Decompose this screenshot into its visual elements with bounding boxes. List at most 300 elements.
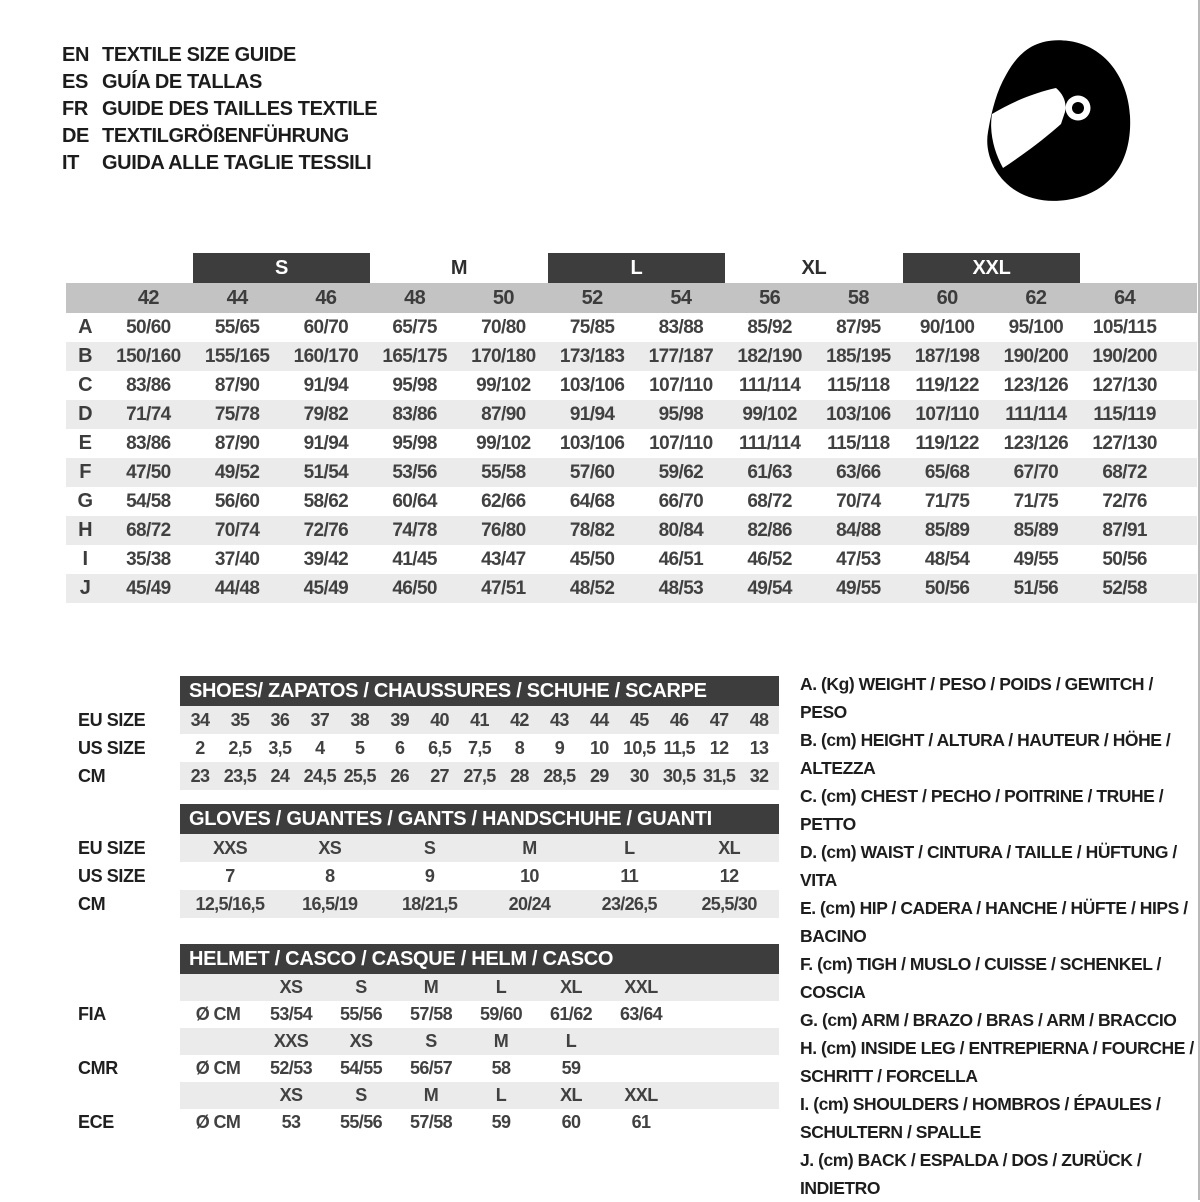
helmet-diameter-value: 57/58 [409, 1004, 453, 1024]
size-value: 20/24 [480, 890, 580, 918]
measurement-value: 85/89 [924, 519, 970, 541]
helmet-size: M [396, 1082, 466, 1109]
helmet-diameter-value: 59 [561, 1058, 581, 1078]
numeric-size: 46 [315, 286, 337, 309]
size-value: 12,5/16,5 [180, 890, 280, 918]
size-value: 41 [460, 706, 500, 734]
measurement-value: 71/74 [126, 403, 171, 425]
numeric-size: 58 [847, 286, 869, 309]
measurement-value: 105/115 [1092, 316, 1157, 338]
measurement-value: 76/80 [481, 519, 526, 541]
measurement-row [66, 574, 1197, 603]
size-value: 24 [260, 762, 300, 790]
measurement-row [66, 458, 1197, 487]
size-value: 16,5/19 [280, 890, 380, 918]
size-value: 32 [739, 762, 779, 790]
measurement-value: 50/56 [1102, 548, 1147, 570]
unit-spacer [180, 1028, 256, 1055]
helmet-size: S [326, 1082, 396, 1109]
row-label: EU SIZE [78, 837, 146, 858]
guide-title: GUÍA DE TALLAS [102, 71, 262, 93]
measurement-value: 47/51 [481, 577, 526, 599]
size-value: 24,5 [300, 762, 340, 790]
size-band-m: M [450, 256, 468, 279]
size-value: 10,5 [623, 737, 656, 758]
measurement-value: 50/56 [924, 577, 970, 599]
row-letter: J [79, 577, 91, 599]
shoes-size-table [78, 676, 779, 790]
size-row [78, 834, 779, 862]
guide-title: TEXTILGRÖßENFÜHRUNG [102, 125, 349, 147]
helmet-diameter-value: 56/57 [409, 1058, 453, 1078]
measurement-value: 95/98 [392, 374, 437, 396]
helmet-icon [975, 36, 1140, 216]
measurement-value: 60/64 [392, 490, 437, 512]
measurement-value: 84/88 [836, 519, 881, 541]
measurement-value: 127/130 [1092, 374, 1157, 396]
size-value: 13 [749, 737, 769, 758]
measurement-value: 53/56 [392, 461, 437, 483]
measurement-value: 87/90 [214, 432, 260, 454]
legend-item: H. (cm) INSIDE LEG / ENTREPIERNA / FOURCHE / SCHRITT / FORCELLA [800, 1038, 1194, 1086]
legend-item: E. (cm) HIP / CADERA / HANCHE / HÜFTE / HIPS / BACINO [800, 898, 1188, 946]
size-value: 25,5/30 [679, 890, 779, 918]
measurement-value: 47/53 [836, 548, 881, 570]
row-label: CM [78, 765, 106, 786]
helmet-size: XXS [256, 1028, 326, 1055]
helmet-diameter-value: 53/54 [269, 1004, 313, 1024]
label-spacer [78, 974, 180, 1001]
language-row [62, 42, 377, 69]
measurement-value: 185/195 [826, 345, 891, 367]
guide-title: TEXTILE SIZE GUIDE [102, 44, 296, 66]
size-value: 8 [514, 737, 525, 758]
measurement-value: 35/38 [126, 548, 171, 570]
size-value: 2,5 [228, 737, 252, 758]
helmet-value-row [78, 1055, 779, 1082]
helmet-size: S [396, 1028, 466, 1055]
measurement-value: 187/198 [914, 345, 980, 367]
measurement-value: 83/86 [126, 374, 171, 396]
size-value: 47 [699, 706, 739, 734]
size-value: 30 [619, 762, 659, 790]
helmet-diameter-value: 54/55 [339, 1058, 383, 1078]
measurement-value: 123/126 [1003, 374, 1069, 396]
measurement-value: 87/90 [214, 374, 260, 396]
diameter-unit: Ø CM [195, 1112, 241, 1132]
size-value: 12 [719, 865, 739, 886]
row-letter: F [79, 461, 91, 483]
measurement-value: 61/63 [747, 461, 792, 483]
size-value: 40 [420, 706, 460, 734]
size-value: 23,5 [220, 762, 260, 790]
filler-cell [676, 1028, 779, 1055]
size-value: 26 [380, 762, 420, 790]
numeric-size: 56 [759, 286, 781, 309]
helmet-icon [975, 36, 1140, 211]
size-value: 9 [554, 737, 565, 758]
helmet-size: XL [536, 974, 606, 1001]
measurement-value: 79/82 [303, 403, 349, 425]
size-value: 39 [380, 706, 420, 734]
measurement-value: 95/98 [658, 403, 704, 425]
language-code: EN [62, 44, 89, 66]
measurement-value: 91/94 [303, 432, 349, 454]
numeric-size: 42 [137, 286, 159, 309]
measurement-value: 85/89 [1013, 519, 1059, 541]
size-value: 48 [739, 706, 779, 734]
size-band-s: S [193, 253, 371, 283]
measurement-value: 46/51 [658, 548, 704, 570]
measurement-row [66, 342, 1197, 371]
helmet-diameter-value: 53 [281, 1112, 301, 1132]
measurement-value: 55/65 [214, 316, 260, 338]
measurement-value: 85/92 [747, 316, 792, 338]
size-value: 5 [355, 737, 365, 758]
size-value: XXS [180, 834, 280, 862]
size-value: 18/21,5 [380, 890, 480, 918]
measurement-value: 56/60 [214, 490, 260, 512]
certification-label: FIA [78, 1004, 106, 1024]
measurement-value: 58/62 [303, 490, 349, 512]
helmet-size: M [396, 974, 466, 1001]
helmet-size: L [466, 1082, 536, 1109]
numeric-size: 64 [1114, 286, 1136, 309]
numeric-size: 44 [226, 286, 248, 309]
numeric-size: 62 [1025, 286, 1047, 309]
measurement-value: 111/114 [1005, 403, 1067, 425]
row-letter: I [82, 548, 88, 570]
helmet-size-header-row [78, 1028, 779, 1055]
measurement-value: 78/82 [569, 519, 615, 541]
label-spacer [78, 1028, 180, 1055]
size-row [78, 734, 779, 762]
helmet-size: XS [256, 1082, 326, 1109]
measurement-row [66, 429, 1197, 458]
measurement-value: 70/80 [481, 316, 526, 338]
helmet-value-row [78, 1109, 779, 1136]
helmet-size: XXL [606, 1082, 676, 1109]
measurement-value: 48/54 [924, 548, 970, 570]
size-value: 44 [579, 706, 619, 734]
measurement-row [66, 371, 1197, 400]
helmet-diameter-value: 63/64 [619, 1004, 663, 1024]
helmet-size-header-row [78, 1082, 779, 1109]
numeric-size: 52 [581, 286, 603, 309]
table-title-bar [180, 804, 779, 834]
row-label: CM [78, 893, 106, 914]
measurement-value: 182/190 [737, 345, 802, 367]
measurement-value: 51/54 [303, 461, 349, 483]
language-code: ES [62, 71, 88, 93]
measurement-value: 82/86 [747, 519, 792, 541]
row-letter: E [78, 432, 92, 454]
measurement-value: 115/118 [827, 432, 890, 454]
language-code: IT [62, 152, 79, 174]
size-value: 27,5 [460, 762, 500, 790]
filler-cell [676, 1109, 779, 1136]
measurement-value: 190/200 [1092, 345, 1157, 367]
measurement-value: 95/100 [1008, 316, 1064, 338]
size-value: XL [679, 834, 779, 862]
measurement-value: 68/72 [747, 490, 792, 512]
measurement-value: 170/180 [471, 345, 536, 367]
measurement-value: 46/50 [392, 577, 437, 599]
helmet-value-row [78, 1001, 779, 1028]
measurement-value: 99/102 [476, 432, 531, 454]
measurement-value: 72/76 [1102, 490, 1147, 512]
measurement-value: 60/70 [303, 316, 349, 338]
size-band-row [66, 253, 1197, 283]
numeric-size: 60 [936, 286, 958, 309]
row-letter: A [78, 316, 92, 338]
measurement-value: 57/60 [569, 461, 615, 483]
size-value: 6 [394, 737, 405, 758]
legend-item: G. (cm) ARM / BRAZO / BRAS / ARM / BRACCIO [800, 1010, 1177, 1030]
size-value: 11,5 [663, 737, 695, 758]
measurement-value: 68/72 [126, 519, 171, 541]
measurement-value: 165/175 [382, 345, 447, 367]
measurement-value: 45/49 [303, 577, 349, 599]
measurement-value: 83/86 [392, 403, 437, 425]
size-band-xl: XL [801, 256, 827, 279]
measurement-value: 68/72 [1102, 461, 1147, 483]
measurement-value: 155/165 [204, 345, 270, 367]
helmet-size: XS [256, 974, 326, 1001]
helmet-diameter-value: 60 [561, 1112, 581, 1132]
measurement-value: 48/52 [569, 577, 615, 599]
row-label: US SIZE [78, 737, 146, 758]
measurement-row [66, 545, 1197, 574]
measurement-value: 150/160 [116, 345, 181, 367]
helmet-size: XXL [606, 974, 676, 1001]
size-value: 7 [225, 865, 235, 886]
measurement-value: 44/48 [214, 577, 260, 599]
measurement-value: 127/130 [1092, 432, 1157, 454]
size-value: 8 [325, 865, 335, 886]
measurement-value: 107/110 [649, 432, 713, 454]
measurement-value: 55/58 [481, 461, 526, 483]
language-title-block [62, 42, 377, 177]
legend-item: A. (Kg) WEIGHT / PESO / POIDS / GEWITCH / PESO [800, 674, 1153, 722]
measurement-row [66, 313, 1197, 342]
size-value: 36 [260, 706, 300, 734]
helmet-diameter-value [606, 1055, 676, 1082]
measurement-rows [66, 313, 1197, 603]
corner-cell [66, 283, 104, 313]
language-row [62, 123, 377, 150]
measurement-value: 87/90 [481, 403, 526, 425]
measurement-value: 173/183 [559, 345, 625, 367]
filler-cell [676, 1001, 779, 1028]
table-title-bar [180, 676, 779, 706]
measurement-value: 66/70 [658, 490, 704, 512]
language-row [62, 150, 377, 177]
measurement-value: 37/40 [214, 548, 260, 570]
table-title-bar [180, 944, 779, 974]
helmet-size: M [466, 1028, 536, 1055]
size-row [78, 762, 779, 790]
helmet-diameter-value: 61 [631, 1112, 651, 1132]
helmet-diameter-value: 55/56 [339, 1004, 383, 1024]
row-label: US SIZE [78, 865, 146, 886]
measurement-value: 70/74 [214, 519, 260, 541]
measurement-value: 52/58 [1102, 577, 1147, 599]
size-value: 25,5 [340, 762, 380, 790]
size-row [78, 706, 779, 734]
measurement-value: 49/55 [1013, 548, 1059, 570]
size-value: 12 [709, 737, 729, 758]
size-value: L [579, 834, 679, 862]
helmet-size: XS [326, 1028, 396, 1055]
measurement-value: 63/66 [836, 461, 881, 483]
certification-label: CMR [78, 1058, 118, 1078]
measurement-value: 107/110 [915, 403, 979, 425]
size-value: 4 [315, 737, 325, 758]
measurement-value: 111/114 [738, 432, 801, 454]
measurement-value: 95/98 [392, 432, 437, 454]
size-row [78, 862, 779, 890]
measurement-value: 190/200 [1003, 345, 1069, 367]
helmet-diameter-value: 52/53 [269, 1058, 313, 1078]
size-value: 10 [589, 737, 609, 758]
helmet-size: L [466, 974, 536, 1001]
size-value: 31,5 [699, 762, 739, 790]
measurement-value: 123/126 [1003, 432, 1069, 454]
size-value: 23 [180, 762, 220, 790]
measurement-value: 71/75 [924, 490, 970, 512]
numeric-size: 48 [404, 286, 426, 309]
helmet-size [606, 1028, 676, 1055]
measurement-value: 47/50 [126, 461, 171, 483]
measurement-value: 83/88 [658, 316, 704, 338]
measurement-value: 103/106 [559, 432, 625, 454]
measurement-value: 64/68 [569, 490, 615, 512]
size-value: 10 [520, 865, 539, 886]
measurement-value: 72/76 [303, 519, 349, 541]
textile-size-table [66, 253, 1197, 603]
diameter-unit: Ø CM [195, 1004, 241, 1024]
measurement-value: 67/70 [1013, 461, 1059, 483]
measurement-value: 91/94 [569, 403, 615, 425]
measurement-value: 50/60 [126, 316, 171, 338]
size-value: 6,5 [428, 737, 452, 758]
measurement-value: 48/53 [658, 577, 704, 599]
helmet-size-header-row [78, 974, 779, 1001]
row-letter: B [78, 345, 92, 367]
helmet-size-table [78, 944, 779, 1136]
measurement-value: 160/170 [293, 345, 359, 367]
table-title: GLOVES / GUANTES / GANTS / HANDSCHUHE / GUANTI [189, 807, 712, 830]
measurement-value: 99/102 [476, 374, 531, 396]
measurement-row [66, 516, 1197, 545]
filler-cell [676, 974, 779, 1001]
size-value: 34 [180, 706, 220, 734]
measurement-value: 87/95 [836, 316, 881, 338]
size-value: 28 [499, 762, 539, 790]
table-title: SHOES/ ZAPATOS / CHAUSSURES / SCHUHE / SCARPE [189, 679, 707, 702]
measurement-value: 62/66 [481, 490, 526, 512]
measurement-value: 115/118 [827, 374, 890, 396]
measurement-row [66, 400, 1197, 429]
helmet-diameter-value: 55/56 [339, 1112, 383, 1132]
size-value: S [380, 834, 480, 862]
helmet-size: S [326, 974, 396, 1001]
table-title: HELMET / CASCO / CASQUE / HELM / CASCO [189, 947, 614, 970]
measurement-value: 75/85 [569, 316, 615, 338]
guide-title: GUIDE DES TAILLES TEXTILE [102, 98, 378, 120]
measurement-value: 99/102 [742, 403, 797, 425]
measurement-value: 70/74 [836, 490, 881, 512]
language-code: FR [62, 98, 88, 120]
label-spacer [78, 1082, 180, 1109]
unit-spacer [180, 974, 256, 1001]
size-value: 27 [420, 762, 460, 790]
language-row [62, 69, 377, 96]
measurement-value: 49/54 [747, 577, 792, 599]
size-value: 2 [195, 737, 205, 758]
size-value: 30,5 [659, 762, 699, 790]
measurement-row [66, 487, 1197, 516]
size-band-xxl: XXL [903, 253, 1081, 283]
numeric-size: 54 [670, 286, 692, 309]
measurement-value: 119/122 [915, 374, 979, 396]
language-row [62, 96, 377, 123]
guide-title: GUIDA ALLE TAGLIE TESSILI [102, 152, 372, 174]
measurement-value: 103/106 [559, 374, 625, 396]
gloves-size-table [78, 804, 779, 918]
legend-item: I. (cm) SHOULDERS / HOMBROS / ÉPAULES / SCHULTERN / SPALLE [800, 1094, 1161, 1142]
measurement-legend [800, 670, 1200, 1202]
helmet-diameter-value: 59/60 [479, 1004, 523, 1024]
measurement-value: 177/187 [648, 345, 714, 367]
measurement-value: 80/84 [658, 519, 704, 541]
measurement-value: 111/114 [738, 374, 801, 396]
size-value: 46 [659, 706, 699, 734]
size-value: 38 [340, 706, 380, 734]
size-value: 29 [579, 762, 619, 790]
helmet-size: L [536, 1028, 606, 1055]
measurement-value: 65/68 [924, 461, 970, 483]
size-value: 45 [619, 706, 659, 734]
row-letter: D [78, 403, 92, 425]
helmet-size: XL [536, 1082, 606, 1109]
legend-item: F. (cm) TIGH / MUSLO / CUISSE / SCHENKEL / COSCIA [800, 954, 1161, 1002]
filler-cell [676, 1055, 779, 1082]
helmet-diameter-value: 58 [491, 1058, 511, 1078]
measurement-value: 90/100 [919, 316, 975, 338]
size-value: 28,5 [539, 762, 579, 790]
certification-label: ECE [78, 1112, 114, 1132]
measurement-value: 103/106 [826, 403, 891, 425]
row-label: EU SIZE [78, 709, 146, 730]
measurement-value: 91/94 [303, 374, 349, 396]
measurement-value: 59/62 [658, 461, 704, 483]
row-letter: G [77, 490, 93, 512]
measurement-value: 39/42 [303, 548, 349, 570]
size-value: 11 [620, 865, 639, 886]
measurement-value: 107/110 [649, 374, 713, 396]
measurement-value: 54/58 [126, 490, 171, 512]
measurement-value: 65/75 [392, 316, 437, 338]
measurement-value: 74/78 [392, 519, 437, 541]
measurement-value: 75/78 [214, 403, 260, 425]
row-letter: C [78, 374, 92, 396]
size-value: 3,5 [268, 737, 292, 758]
measurement-value: 49/55 [836, 577, 881, 599]
size-value: 9 [424, 865, 435, 886]
measurement-value: 115/119 [1093, 403, 1156, 425]
